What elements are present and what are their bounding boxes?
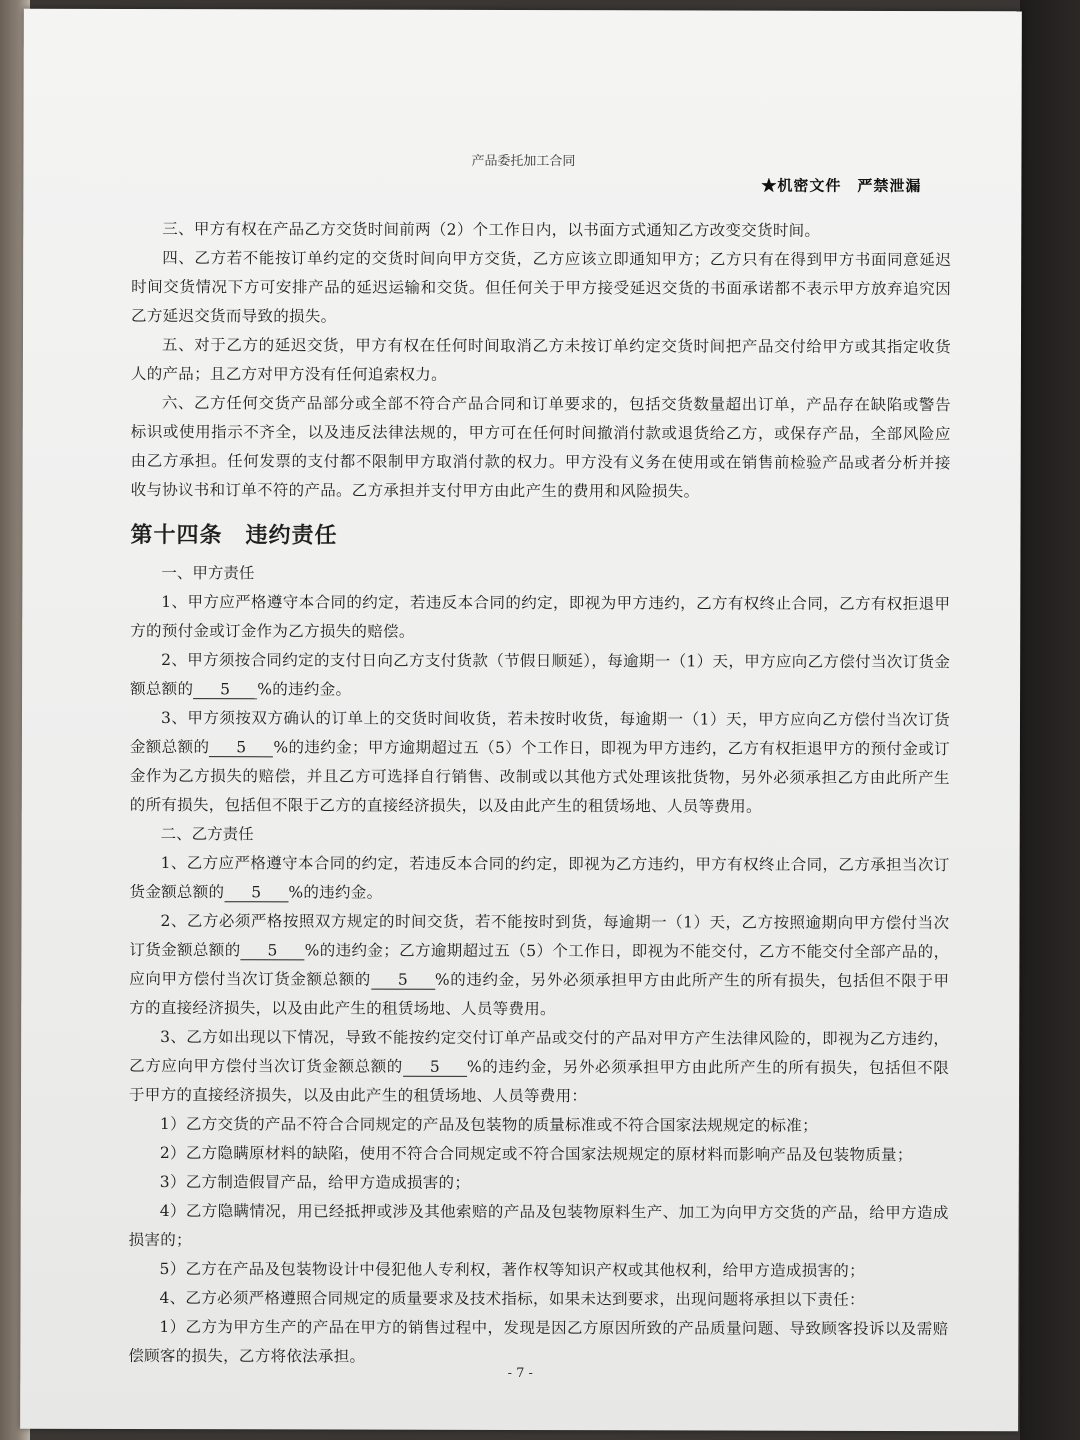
clause-b3-end: %的违约金，另外必须承担甲方由此所产生的所有损失，包括但不限于甲方的直接经济损失，以及由此产生的租赁场地、人员等费用： [128,1057,950,1106]
list-item: 3）乙方制造假冒产品，给甲方造成损害的； [159,1173,471,1192]
clause-a2-text: 2、甲方须按合同约定的支付日向乙方支付货款（节假日顺延），每逾期一（1）天，甲方应向乙方偿付当次订货金额总额的 [130,651,951,699]
clause-a1: 1、甲方应严格遵守本合同的约定，若违反本合同的约定，即视为甲方违约，乙方有权终止合同，乙方有权拒退甲方的预付金或订金作为乙方损失的赔偿。 [130,593,951,641]
clause-b1 [130,849,950,909]
list-item: 2）乙方隐瞒原材料的缺陷，使用不符合合同规定或不符合国家法规规定的原材料而影响产品及包装物质量； [159,1144,913,1165]
list-item: 1）乙方交货的产品不符合合同规定的产品及包装物的质量标准或不符合国家法规规定的标准； [159,1115,818,1135]
penalty-rate-blank: 5 [209,738,273,757]
penalty-rate-blank: 5 [224,883,288,902]
clause-b1-text: 1、乙方应严格遵守本合同的约定，若违反本合同的约定，即视为乙方违约，甲方有权终止合同，乙方承担当次订货金额总额的 [129,854,950,902]
clause-b2 [129,907,949,1025]
clause-b2-end: %的违约金，另外必须承担甲方由此所产生的所有损失，包括但不限于甲方的直接经济损失，以及由此产生的租赁场地、人员等费用。 [129,970,950,1019]
section-title: 第十四条 违约责任 [130,522,338,549]
party-a-heading: 一、甲方责任 [161,564,255,583]
clause-b4: 4、乙方必须严格遵照合同规定的质量要求及技术指标，如果未达到要求，出现问题将承担以下责任： [159,1289,865,1309]
document-header-title: 产品委托加工合同 [471,153,576,170]
clause-a2-end: %的违约金。 [257,680,352,699]
clause-b3 [129,1023,949,1112]
paragraph-6: 六、乙方任何交货产品部分或全部不符合产品合同和订单要求的，包括交货数量超出订单，产品存在缺陷或警告标识或使用指示不齐全，以及违反法律法规的，甲方可在任何时间撤消付款或退货给乙方，或保存产品，全部风险应由乙方承担。任何发票的支付都不限制甲方取消付款的权力。甲方没有义务在使用或在销售前检验产品或者分析并接收与协议书和订单不符的产品。乙方承担并支付甲方由此产生的费用和风险损失。 [130,394,951,501]
penalty-rate-blank: 5 [241,941,305,960]
paragraph-3: 三、甲方有权在产品乙方交货时间前两（2）个工作日内，以书面方式通知乙方改变交货时间。 [162,220,821,240]
penalty-rate-blank: 5 [403,1058,467,1077]
clause-b2-text: 2、乙方必须严格按照双方规定的时间交货，若不能按时到货，每逾期一（1）天，乙方按照逾期向甲方偿付当次订货金额总额的 [129,912,950,960]
clause-b2-mid: %的违约金；乙方逾期超过五（5）个工作日，即视为不能交付，乙方不能交付全部产品的，应向甲方偿付当次订货金额总额的 [129,941,950,989]
list-item: 5）乙方在产品及包装物设计中侵犯他人专利权，著作权等知识产权或其他权利，给甲方造成损害的； [159,1260,865,1280]
penalty-rate-blank: 5 [193,680,257,699]
clause-a3-text: 3、甲方须按双方确认的订单上的交货时间收货，若未按时收货，每逾期一（1）天，甲方应向乙方偿付当次订货金额总额的 [129,709,951,757]
list-item: 4）乙方隐瞒情况，用已经抵押或涉及其他索赔的产品及包装物原料生产、加工为向甲方交货的产品，给甲方造成损害的； [128,1202,949,1250]
party-b-heading: 二、乙方责任 [160,825,254,844]
paragraph-5: 五、对于乙方的延迟交货，甲方有权在任何时间取消乙方未按订单约定交货时间把产品交付给甲方或其指定收货人的产品；且乙方对甲方没有任何追索权力。 [130,336,952,384]
confidential-label: ★机密文件 严禁泄漏 [761,176,922,196]
background-right [1020,0,1080,1440]
clause-b4-1: 1）乙方为甲方生产的产品在甲方的销售过程中，发现是因乙方原因所致的产品质量问题、导致顾客投诉以及需赔偿顾客的损失，乙方将依法承担。 [128,1318,949,1366]
document-body [128,215,951,1373]
clause-b1-end: %的违约金。 [288,883,383,902]
clause-a3-end: %的违约金；甲方逾期超过五（5）个工作日，即视为甲方违约，乙方有权拒退甲方的预付金或订金作为乙方损失的赔偿，并且乙方可选择自行销售、改制或以其他方式处理该批货物，另外必须承担乙方由此所产生的所有损失，包括但不限于乙方的直接经济损失，以及由此产生的租赁场地、人员等费用。 [129,738,950,816]
page-number: - 7 - [507,1365,533,1382]
clause-a2 [130,646,950,706]
document-page [20,9,1022,1432]
clause-b3-text: 3、乙方如出现以下情况，导致不能按约定交付订单产品或交付的产品对甲方产生法律风险的，即视为乙方违约，乙方应向甲方偿付当次订货金额总额的 [129,1028,950,1076]
penalty-rate-blank: 5 [371,971,435,990]
paragraph-4: 四、乙方若不能按订单约定的交货时间向甲方交货，乙方应该立即通知甲方；乙方只有在得到甲方书面同意延迟时间交货情况下方可安排产品的延迟运输和交货。但任何关于甲方接受延迟交货的书面承诺都不表示甲方放弃追究因乙方延迟交货而导致的损失。 [131,249,952,326]
clause-a3 [130,704,950,822]
